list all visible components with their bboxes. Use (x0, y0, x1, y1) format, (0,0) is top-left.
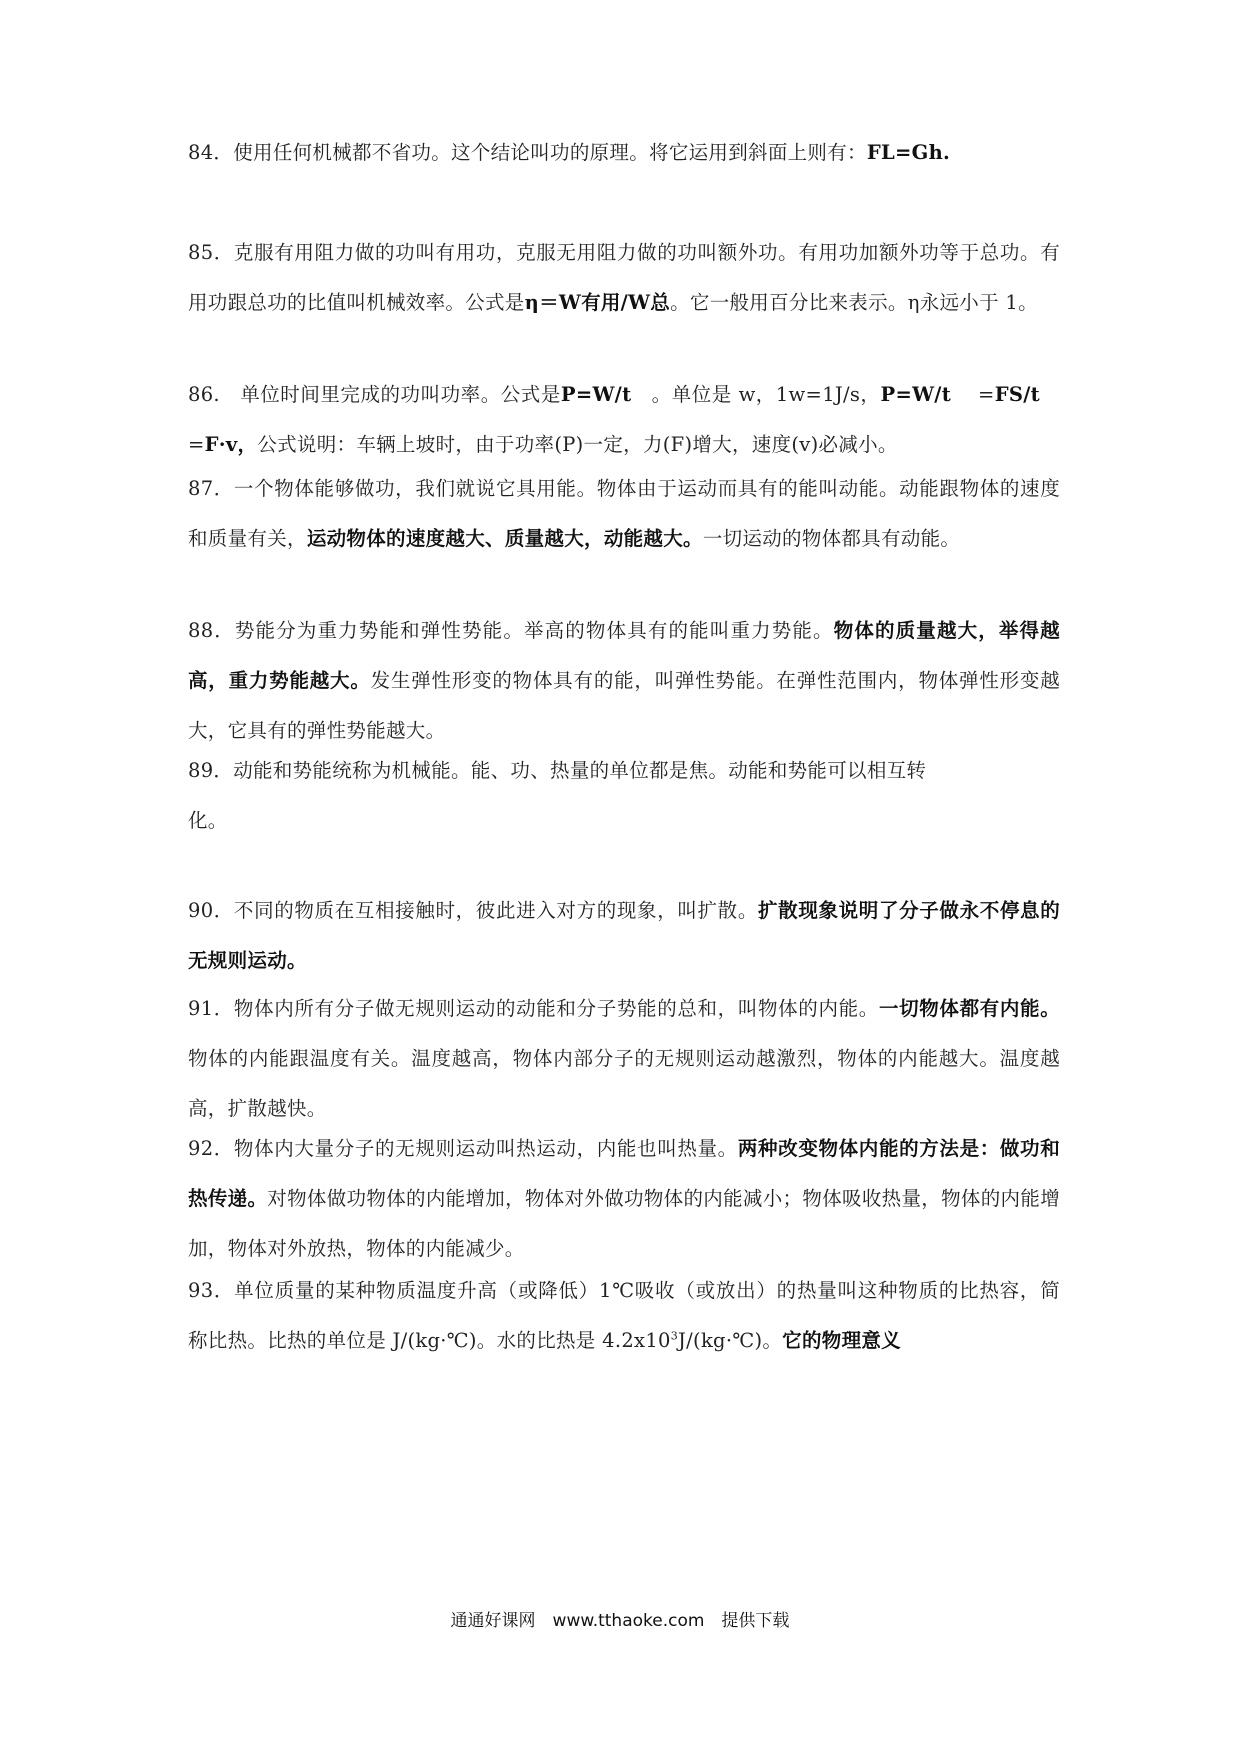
bold-text: P=W/t (880, 383, 952, 406)
bold-text: P=W/t (560, 383, 632, 406)
paragraph-text: 发生弹性形变的物体具有的能，叫弹性势能。在弹性范围内，物体弹性形变越大，它具有的弹性势能越大。 (188, 669, 1061, 742)
paragraph-84 (188, 128, 1060, 178)
paragraph-text: 公式说明：车辆上坡时，由于功率(P)一定，力(F)增大，速度(v)必减小。 (257, 433, 898, 456)
paragraph-text: 。它一般用百分比来表示。η永远小于 1。 (670, 291, 1038, 314)
paragraph-text: 化。 (188, 809, 228, 832)
paragraph-text: 89．动能和势能统称为机械能。能、功、热量的单位都是焦。动能和势能可以相互转 (188, 759, 927, 782)
paragraph-text: 92．物体内大量分子的无规则运动叫热运动，内能也叫热量。 (188, 1137, 738, 1160)
paragraph-text: 物体的内能跟温度有关。温度越高，物体内部分子的无规则运动越激烈，物体的内能越大。温度越高，扩散越快。 (188, 1047, 1060, 1120)
page-footer: 通通好课网 www.tthaoke.com 提供下载 (450, 1611, 790, 1631)
bold-text: 两种改变物体内能的方法是：做功和热传递。 (188, 1137, 1060, 1210)
bold-text: 运动物体的速度越大、质量越大，动能越大。 (306, 527, 703, 550)
bold-text: FS/t (994, 383, 1040, 406)
paragraph-86 (188, 370, 1060, 470)
bold-text: F·v， (204, 433, 258, 456)
paragraph-text: 85．克服有用阻力做的功叫有用功，克服无用阻力做的功叫额外功。有用功加额外功等于总功。有用功跟总功的比值叫机械效率。公式是 (188, 241, 1060, 314)
paragraph-text: 。单位是 w，1w=1J/s， (631, 383, 881, 406)
bold-text: 扩散现象说明了分子做永不停息的无规则运动。 (188, 899, 1060, 972)
paragraph-text: 3 (670, 1329, 679, 1343)
paragraph-text: 88．势能分为重力势能和弹性势能。举高的物体具有的能叫重力势能。 (188, 619, 834, 642)
paragraph-text: 87．一个物体能够做功，我们就说它具用能。物体由于运动而具有的能叫动能。动能跟物体的速度和质量有关， (188, 477, 1060, 550)
paragraph-text: 86. 单位时间里完成的功叫功率。公式是 (188, 383, 561, 406)
paragraph-text: 对物体做功物体的内能增加，物体对外做功物体的内能减小；物体吸收热量，物体的内能增加，物体对外放热，物体的内能减少。 (188, 1187, 1060, 1260)
paragraph-text: 93．单位质量的某种物质温度升高（或降低）1℃吸收（或放出）的热量叫这种物质的比热容，简称比热。比热的单位是 J/(kg·℃)。水的比热是 4.2x10 (188, 1279, 1060, 1352)
paragraph-text: 90．不同的物质在互相接触时，彼此进入对方的现象，叫扩散。 (188, 899, 758, 922)
bold-text: 一切物体都有内能。 (878, 997, 1060, 1020)
paragraph-92 (188, 1124, 1060, 1274)
paragraph-text: 91．物体内所有分子做无规则运动的动能和分子势能的总和，叫物体的内能。 (188, 997, 879, 1020)
bold-text: 物体的质量越大，举得越高，重力势能越大。 (188, 619, 1060, 692)
paragraph-text: J/(kg·℃)。 (678, 1329, 783, 1352)
paragraph-88 (188, 606, 1060, 756)
paragraph-90 (188, 886, 1060, 986)
paragraph-text: = (188, 383, 1060, 456)
paragraph-text: 84．使用任何机械都不省功。这个结论叫功的原理。将它运用到斜面上则有： (188, 141, 867, 164)
paragraph-text: 一切运动的物体都具有动能。 (702, 527, 961, 550)
bold-text: η＝W有用/W总 (524, 291, 671, 314)
paragraph-93 (188, 1266, 1060, 1366)
bold-text: 它的物理意义 (782, 1329, 901, 1352)
paragraph-text: = (951, 383, 995, 406)
paragraph-89 (188, 746, 1028, 846)
paragraph-91 (188, 984, 1060, 1134)
bold-text: FL=Gh. (866, 141, 951, 164)
paragraph-87 (188, 464, 1060, 564)
paragraph-85 (188, 228, 1060, 328)
